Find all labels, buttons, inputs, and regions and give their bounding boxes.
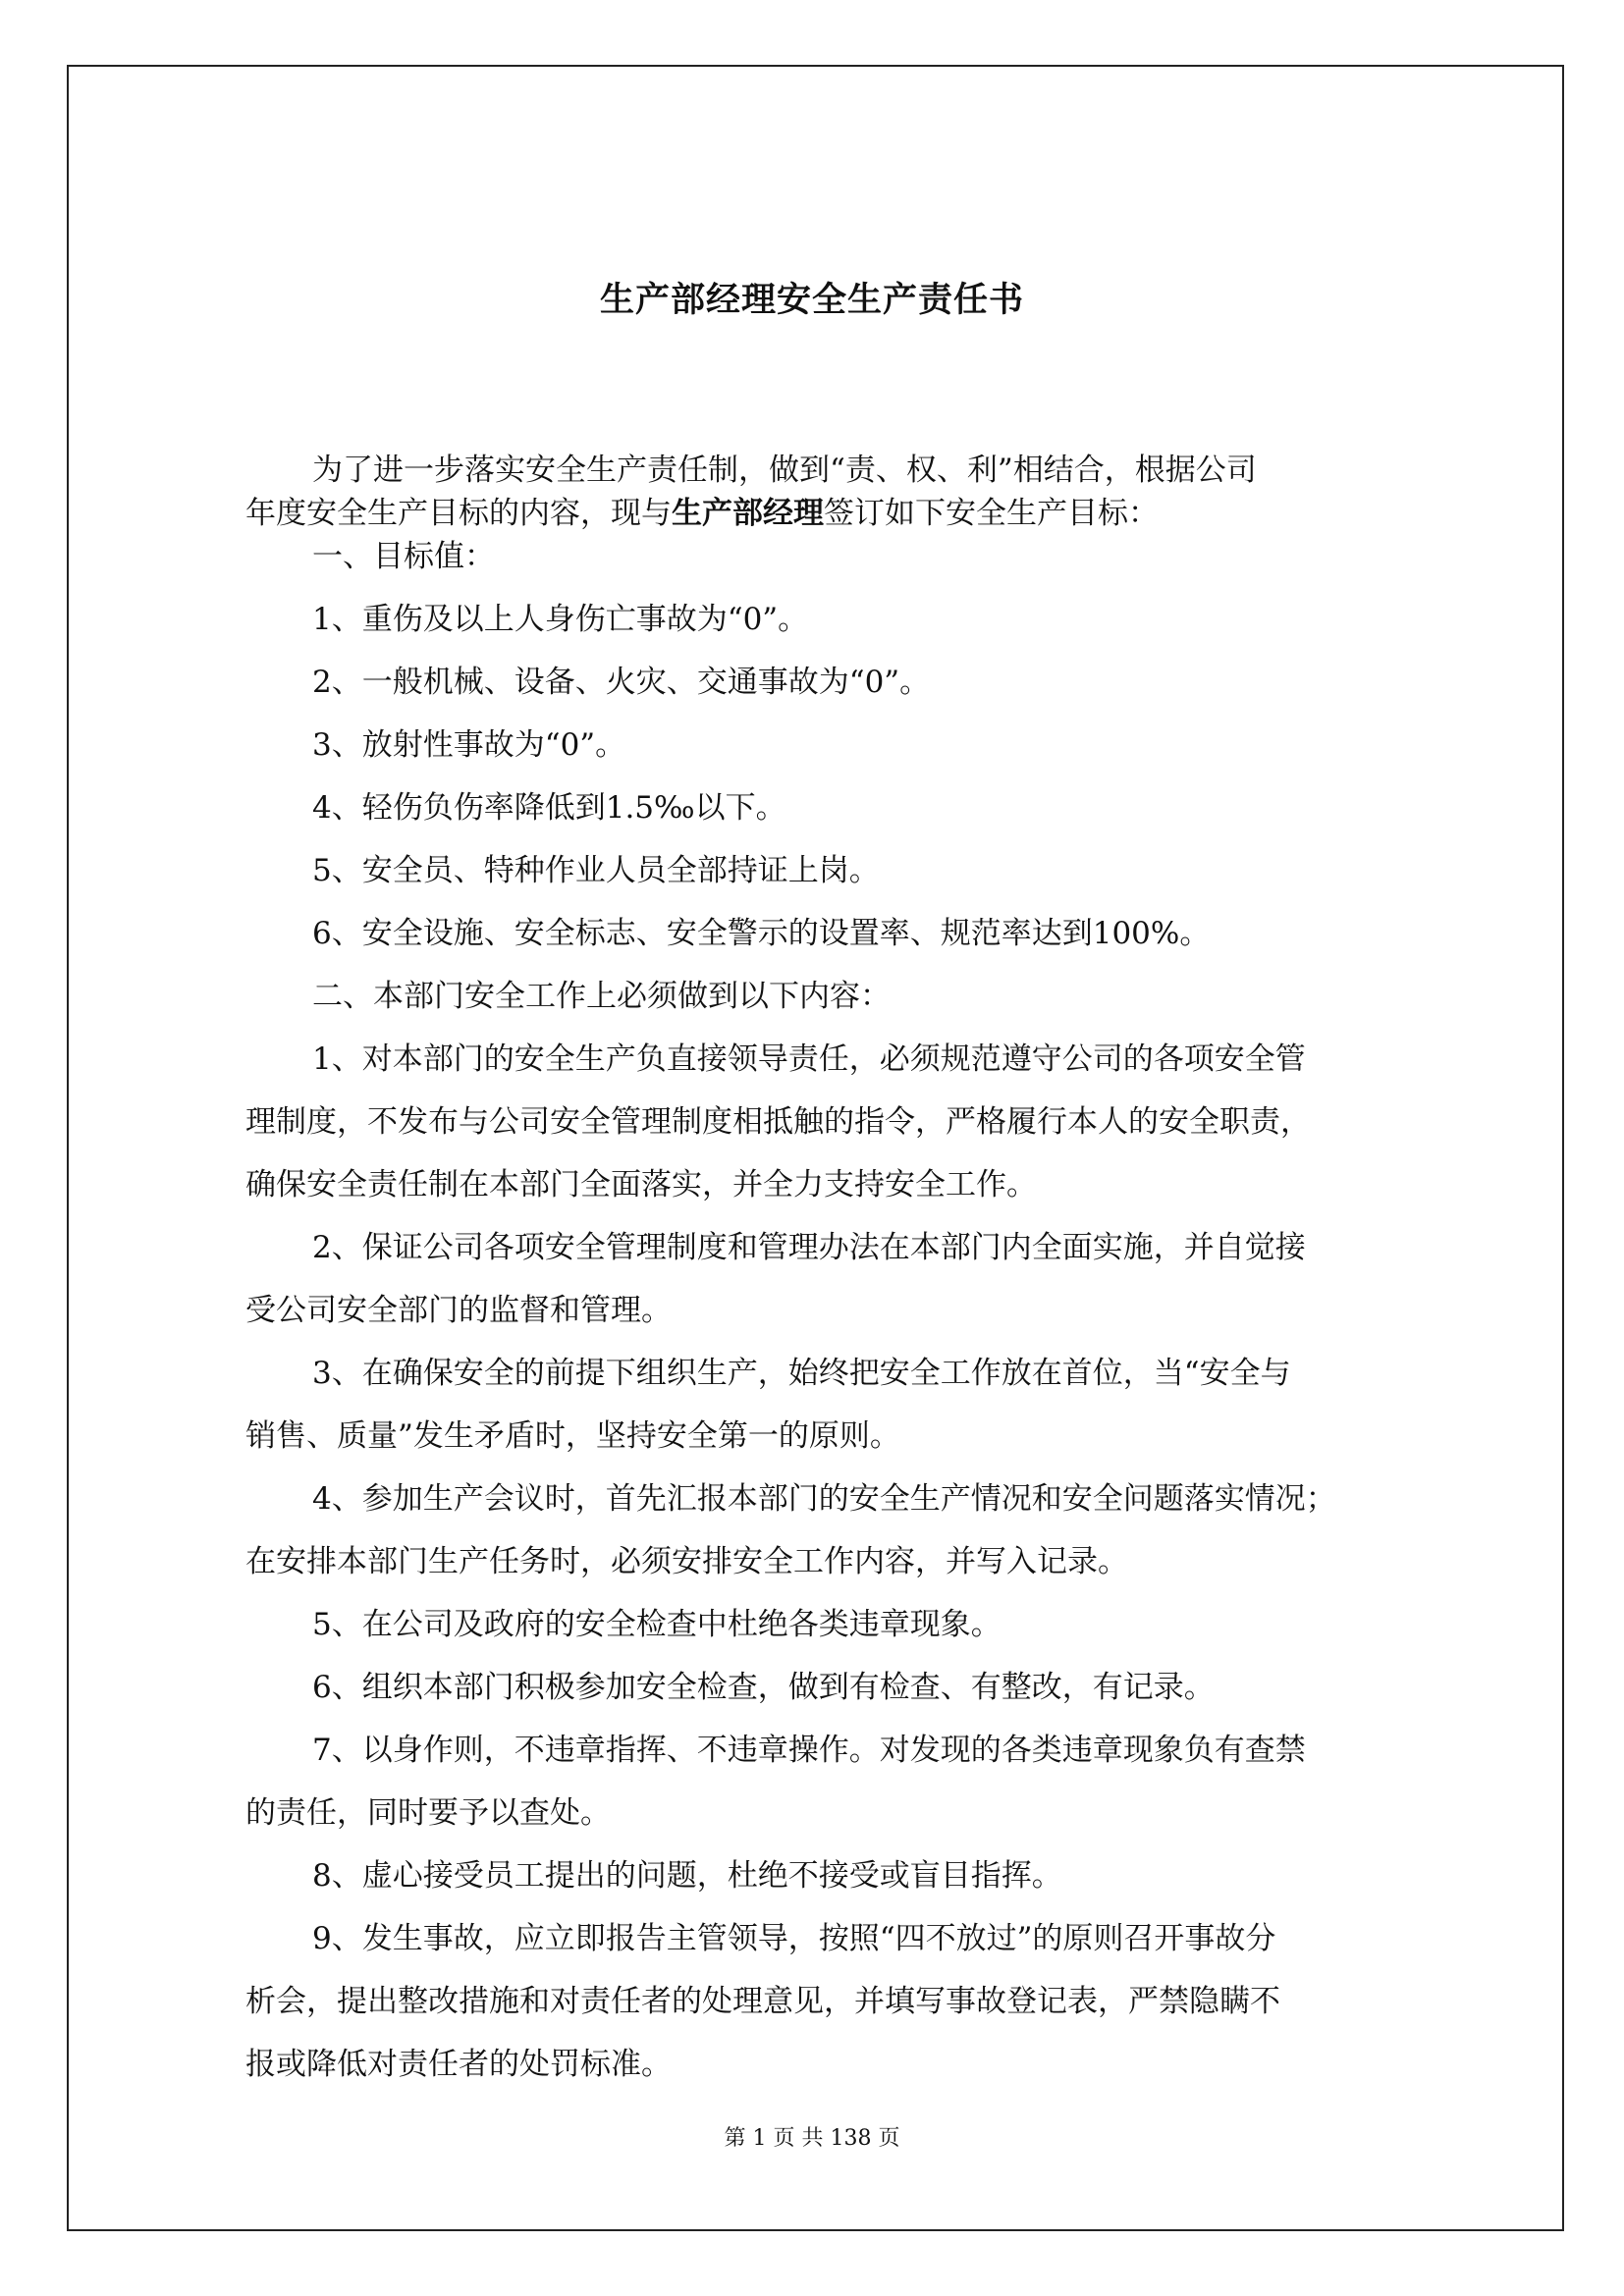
intro-line-2 [245,492,1384,535]
section2-item-1-line-2: 理制度，不发布与公司安全管理制度相抵触的指令，严格履行本人的安全职责， [245,1104,1311,1140]
page-footer: 第 1 页 共 138 页 [724,2126,900,2151]
intro-line-1: 为了进一步落实安全生产责任制，做到“责、权、利”相结合，根据公司 [312,453,1257,488]
intro-line-2-suffix: 签订如下安全生产目标： [824,496,1159,531]
intro-line-2-bold: 生产部经理 [672,496,824,531]
section2-item-9-line-3: 报或降低对责任者的处罚标准。 [245,2047,672,2082]
section1-item-4: 4、轻伤负伤率降低到1.5‰以下。 [312,790,786,826]
section2-heading: 二、本部门安全工作上必须做到以下内容： [312,979,891,1014]
section2-item-9-line-1: 9、发生事故，应立即报告主管领导，按照“四不放过”的原则召开事故分 [312,1921,1276,1956]
section2-item-1-line-3: 确保安全责任制在本部门全面落实，并全力支持安全工作。 [245,1167,1037,1202]
section2-item-5: 5、在公司及政府的安全检查中杜绝各类违章现象。 [312,1607,1001,1642]
section2-item-2-line-1: 2、保证公司各项安全管理制度和管理办法在本部门内全面实施，并自觉接 [312,1230,1306,1265]
section2-item-3-line-2: 销售、质量”发生矛盾时，坚持安全第一的原则。 [245,1418,900,1454]
section1-item-6: 6、安全设施、安全标志、安全警示的设置率、规范率达到100%。 [312,916,1211,951]
section2-item-2-line-2: 受公司安全部门的监督和管理。 [245,1293,672,1328]
section2-item-7-line-1: 7、以身作则，不违章指挥、不违章操作。对发现的各类违章现象负有查禁 [312,1733,1306,1768]
section2-item-4-line-1: 4、参加生产会议时，首先汇报本部门的安全生产情况和安全问题落实情况； [312,1481,1336,1517]
section1-item-5: 5、安全员、特种作业人员全部持证上岗。 [312,853,880,888]
document-body [245,449,1384,2086]
section2-item-4-line-2: 在安排本部门生产任务时，必须安排安全工作内容，并写入记录。 [245,1544,1128,1579]
section1-item-3: 3、放射性事故为“0”。 [312,727,626,763]
section2-item-1-line-1: 1、对本部门的安全生产负直接领导责任，必须规范遵守公司的各项安全管 [312,1041,1306,1077]
section1-item-1: 1、重伤及以上人身伤亡事故为“0”。 [312,602,809,637]
section2-item-9-line-2: 析会，提出整改措施和对责任者的处理意见，并填写事故登记表，严禁隐瞒不 [245,1984,1280,2019]
section2-item-7-line-2: 的责任，同时要予以查处。 [245,1795,611,1831]
section2-item-6: 6、组织本部门积极参加安全检查，做到有检查、有整改，有记录。 [312,1670,1215,1705]
section1-heading: 一、目标值： [312,539,495,574]
intro-line-2-prefix: 年度安全生产目标的内容，现与 [245,496,672,531]
section1-item-2: 2、一般机械、设备、火灾、交通事故为“0”。 [312,665,931,700]
document-title: 生产部经理安全生产责任书 [599,280,1024,320]
section2-item-8: 8、虚心接受员工提出的问题，杜绝不接受或盲目指挥。 [312,1858,1062,1894]
section2-item-3-line-1: 3、在确保安全的前提下组织生产，始终把安全工作放在首位，当“安全与 [312,1356,1291,1391]
